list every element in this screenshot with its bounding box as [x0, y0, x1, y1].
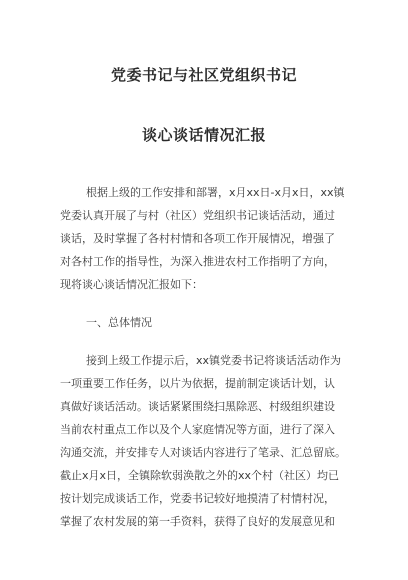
paragraph2-line1: 接到上级工作提示后，xx镇党委书记将谈话活动作为	[86, 354, 342, 367]
paragraph2-line8: 掌握了农村发展的第一手资料，获得了良好的发展意见和	[60, 515, 335, 528]
paragraph1-line1: 根据上级的工作安排和部署，x月xx日-x月x日，xx镇	[86, 186, 345, 199]
paragraph2-line5: 沟通交流，并安排专人对谈话内容进行了笔录、汇总留底。	[60, 446, 346, 459]
document-title-line2: 谈心谈话情况汇报	[141, 126, 266, 144]
paragraph2-line7: 按计划完成谈话工作，党委书记较好地摸清了村情村况，	[60, 492, 335, 505]
paragraph1-line4: 对各村工作的指导性，为深入推进农村工作指明了方向，	[60, 255, 335, 268]
document-title-line1: 党委书记与社区党组织书记	[110, 66, 297, 84]
paragraph1-line2: 党委认真开展了与村（社区）党组织书记谈话活动，通过	[60, 209, 335, 222]
paragraph2-line6: 截止x月x日，全镇除软弱涣散之外的xx个村（社区）均已	[60, 469, 340, 482]
paragraph2-line4: 当前农村重点工作以及个人家庭情况等方面，进行了深入	[60, 423, 335, 436]
paragraph1-line5: 现将谈心谈话情况汇报如下：	[60, 278, 203, 291]
section1-heading: 一、总体情况	[86, 316, 152, 329]
paragraph2-line3: 真做好谈话活动。谈话紧紧围绕扫黑除恶、村级组织建设	[60, 400, 335, 413]
paragraph1-line3: 谈话，及时掌握了各村村情和各项工作开展情况，增强了	[60, 232, 335, 245]
paragraph2-line2: 一项重要工作任务，以片为依据，提前制定谈话计划，认	[60, 377, 335, 390]
